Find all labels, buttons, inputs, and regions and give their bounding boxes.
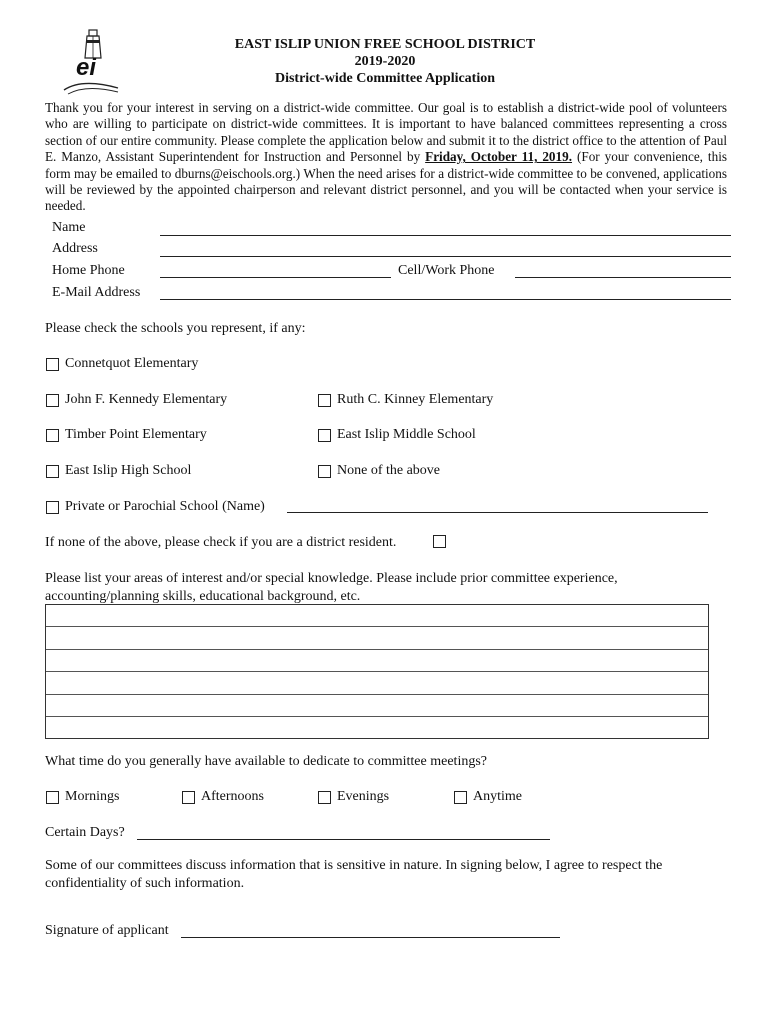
name-label: Name	[52, 220, 86, 235]
time-option-anytime[interactable]	[454, 788, 522, 806]
school-label: Private or Parochial School (Name)	[65, 499, 265, 514]
interests-textbox[interactable]	[45, 604, 709, 739]
name-field[interactable]	[160, 235, 731, 236]
signature-field[interactable]	[181, 937, 560, 938]
time-label: Afternoons	[201, 789, 264, 804]
email-label: E-Mail Address	[52, 285, 141, 300]
checkbox[interactable]	[46, 358, 59, 371]
intro-text-2: (For your convenience, this form may be emailed to dburns@eischools.org.) When the need arises for a district-wide committee to be convened, applications will be reviewed by the appointed chairperson and relevant district personnel, and you will be contacted when your service is needed.	[45, 149, 727, 214]
checkbox[interactable]	[46, 429, 59, 442]
interests-line[interactable]	[46, 672, 708, 694]
resident-prompt: If none of the above, please check if you are a district resident.	[45, 535, 397, 550]
checkbox[interactable]	[46, 394, 59, 407]
school-option-jfk[interactable]	[46, 391, 227, 409]
confidentiality-text-1: Some of our committees discuss information that is sensitive in nature. In signing below, I agree to respect the	[45, 858, 663, 873]
school-option-high-school[interactable]	[46, 462, 191, 480]
cell-phone-label: Cell/Work Phone	[398, 263, 495, 278]
school-label: East Islip Middle School	[337, 427, 476, 442]
checkbox[interactable]	[318, 791, 331, 804]
time-option-mornings[interactable]	[46, 788, 119, 806]
school-label: John F. Kennedy Elementary	[65, 392, 228, 407]
checkbox[interactable]	[318, 465, 331, 478]
home-phone-field[interactable]	[160, 277, 391, 278]
signature-label: Signature of applicant	[45, 923, 169, 938]
time-option-afternoons[interactable]	[182, 788, 264, 806]
intro-paragraph	[45, 100, 727, 215]
district-name: EAST ISLIP UNION FREE SCHOOL DISTRICT	[234, 37, 536, 52]
checkbox[interactable]	[46, 791, 59, 804]
school-option-timber-point[interactable]	[46, 426, 207, 444]
checkbox[interactable]	[46, 501, 59, 514]
school-option-middle-school[interactable]	[318, 426, 476, 444]
logo-text: ei	[76, 54, 97, 81]
checkbox[interactable]	[182, 791, 195, 804]
interests-line[interactable]	[46, 695, 708, 717]
form-title: District-wide Committee Application	[274, 71, 496, 86]
address-field[interactable]	[160, 256, 731, 257]
schools-prompt: Please check the schools you represent, if any:	[45, 321, 306, 336]
school-label: Connetquot Elementary	[65, 356, 199, 371]
deadline-text: Friday, October 11, 2019.	[425, 149, 573, 165]
school-label: Timber Point Elementary	[65, 427, 207, 442]
checkbox[interactable]	[454, 791, 467, 804]
time-option-evenings[interactable]	[318, 788, 389, 806]
resident-checkbox[interactable]	[433, 535, 446, 548]
interests-prompt-2: accounting/planning skills, educational background, etc.	[45, 589, 361, 604]
school-year: 2019-2020	[354, 54, 416, 69]
interests-prompt-1: Please list your areas of interest and/or special knowledge. Please include prior committee experience,	[45, 571, 618, 586]
private-school-name-field[interactable]	[287, 512, 708, 513]
interests-line[interactable]	[46, 717, 708, 738]
home-phone-label: Home Phone	[52, 263, 125, 278]
time-prompt: What time do you generally have available to dedicate to committee meetings?	[45, 754, 487, 769]
certain-days-field[interactable]	[137, 839, 550, 840]
email-field[interactable]	[160, 299, 731, 300]
district-logo	[62, 28, 120, 96]
address-label: Address	[52, 241, 98, 256]
school-option-kinney[interactable]	[318, 391, 493, 409]
intro-text-1: Thank you for your interest in serving on a district-wide committee. Our goal is to establish a district-wide pool of volunteers who are willing to participate on district-wide committees. It is important to have balanced committees representing a cross section of our entire community. Please complete the application below and submit it to the district office to the attention of Paul E. Manzo, Assistant Superintendent for Instruction and Personnel by	[45, 100, 727, 165]
certain-days-label: Certain Days?	[45, 825, 125, 840]
time-label: Mornings	[65, 789, 120, 804]
school-label: Ruth C. Kinney Elementary	[337, 392, 494, 407]
checkbox[interactable]	[318, 394, 331, 407]
interests-line[interactable]	[46, 650, 708, 672]
cell-phone-field[interactable]	[515, 277, 731, 278]
interests-line[interactable]	[46, 605, 708, 627]
school-option-private[interactable]	[46, 498, 265, 516]
checkbox[interactable]	[46, 465, 59, 478]
time-label: Evenings	[337, 789, 390, 804]
checkbox[interactable]	[318, 429, 331, 442]
school-label: None of the above	[337, 463, 441, 478]
school-option-connetquot[interactable]	[46, 355, 198, 373]
school-option-none[interactable]	[318, 462, 440, 480]
time-label: Anytime	[473, 789, 522, 804]
interests-line[interactable]	[46, 627, 708, 649]
school-label: East Islip High School	[65, 463, 192, 478]
confidentiality-text-2: confidentiality of such information.	[45, 876, 245, 891]
